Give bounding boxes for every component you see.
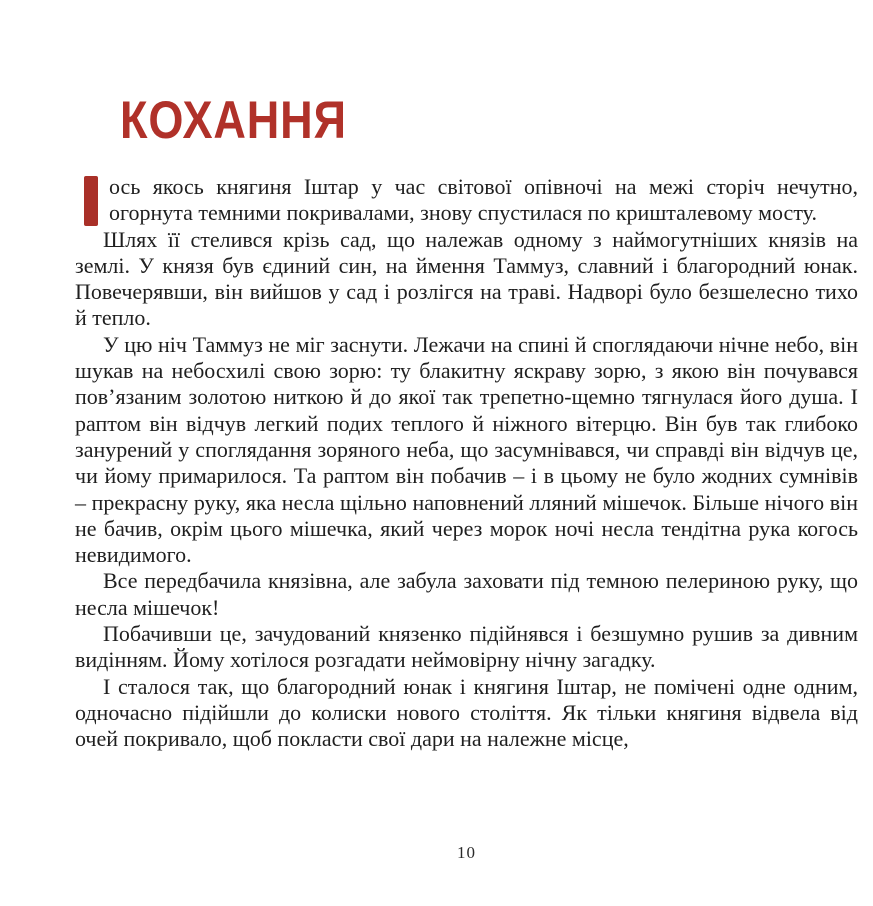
- paragraph: [75, 621, 858, 674]
- paragraph-text: ось якось княгиня Іштар у час світової опівночі на межі сторіч нечутно, огорнута темними покривалами, знову спустилася по кришталевому мосту.: [109, 174, 858, 226]
- paragraph-text: Побачивши це, зачудований князенко підійнявся і безшумно рушив за дивним видінням. Йому хотілося розгадати неймовірну нічну загадку.: [75, 621, 858, 673]
- body-text: [75, 174, 858, 753]
- chapter-title: КОХАННЯ: [120, 91, 347, 150]
- paragraph: [75, 674, 858, 753]
- drop-cap-letter: [84, 176, 98, 226]
- page-content: [75, 0, 858, 753]
- paragraph-text: У цю ніч Таммуз не міг заснути. Лежачи на спині й споглядаючи нічне небо, він шукав на небосхилі свою зорю: ту блакитну яскраву зорю, з якою він почувався пов’язаним золотою ниткою й до якої так трепетно-щемно тягнулася його душа. І раптом він відчув легкий подих теплого й ніжного вітерцю. Він був так глибоко занурений у споглядання зоряного неба, що засумнівався, чи справді він відчув це, чи йому примарилося. Та раптом він побачив – і в цьому не було жодних сумнівів – прекрасну руку, яка несла щільно наповнений лляний мішечок. Більше нічого він не бачив, окрім цього мішечка, який через морок ночі несла тендітна рука когось невидимого.: [75, 331, 858, 568]
- paragraph: [75, 227, 858, 332]
- page-number: 10: [457, 843, 476, 862]
- paragraph: [75, 332, 858, 569]
- paragraph: [75, 568, 858, 621]
- paragraph-text: Все передбачила князівна, але забула заховати під темною пелериною руку, що несла мішечок!: [75, 568, 858, 620]
- paragraph-text: Шлях її стелився крізь сад, що належав одному з наймогутніших князів на землі. У князя був єдиний син, на ймення Таммуз, славний і благородний юнак. Повечерявши, він вийшов у сад і розлігся на траві. Надворі було безшелесно тихо й тепло.: [75, 226, 858, 331]
- paragraph-text: І сталося так, що благородний юнак і княгиня Іштар, не помічені одне одним, одночасно підійшли до колиски нового століття. Як тільки княгиня відвела від очей покривало, щоб покласти свої дари на належне місце,: [75, 673, 858, 752]
- paragraph: [75, 174, 858, 227]
